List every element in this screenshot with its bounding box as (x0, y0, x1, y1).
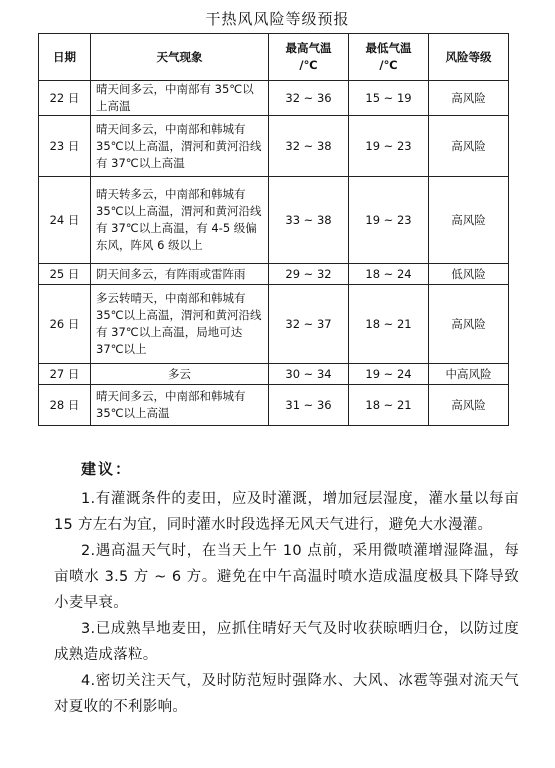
cell-risk: 高风险 (429, 116, 509, 177)
cell-max-temp: 33 ~ 38 (269, 177, 349, 264)
advice-section (54, 456, 519, 720)
advice-item: 3.已成熟旱地麦田，应抓住晴好天气及时收获晾晒归仓，以防过度成熟造成落粒。 (54, 621, 519, 663)
cell-risk: 高风险 (429, 81, 509, 116)
cell-date: 27 日 (39, 364, 91, 385)
cell-weather: 晴天间多云，中南部有 35℃以上高温 (91, 81, 269, 116)
table-row (39, 264, 509, 285)
risk-forecast-table (38, 33, 509, 426)
table-header-row (39, 34, 509, 81)
table-row (39, 177, 509, 264)
advice-item: 4.密切关注天气，及时防范短时强降水、大风、冰雹等强对流天气对夏收的不利影响。 (54, 673, 519, 715)
header-min-temp: 最低气温 /℃ (349, 34, 429, 81)
table-row (39, 116, 509, 177)
cell-weather: 晴天间多云，中南部和韩城有35℃以上高温 (91, 385, 269, 426)
header-risk: 风险等级 (429, 34, 509, 81)
document-title: 干热风风险等级预报 (205, 10, 350, 28)
cell-date: 22 日 (39, 81, 91, 116)
cell-max-temp: 32 ~ 37 (269, 285, 349, 364)
cell-min-temp: 18 ~ 21 (349, 285, 429, 364)
table-row (39, 285, 509, 364)
cell-risk: 中高风险 (429, 364, 509, 385)
header-date: 日期 (39, 34, 91, 81)
cell-max-temp: 30 ~ 34 (269, 364, 349, 385)
cell-risk: 高风险 (429, 385, 509, 426)
cell-weather: 多云转晴天，中南部和韩城有35℃以上高温，渭河和黄河沿线有 37℃以上高温，局地可达37℃以上 (91, 285, 269, 364)
cell-date: 23 日 (39, 116, 91, 177)
advice-item: 1.有灌溉条件的麦田，应及时灌溉，增加冠层湿度，灌水量以每亩 15 方左右为宜，同时灌水时段选择无风天气进行，避免大水漫灌。 (54, 491, 519, 533)
cell-min-temp: 19 ~ 23 (349, 116, 429, 177)
table-row (39, 364, 509, 385)
header-max-temp: 最高气温 /℃ (269, 34, 349, 81)
cell-risk: 高风险 (429, 285, 509, 364)
cell-min-temp: 19 ~ 23 (349, 177, 429, 264)
cell-date: 26 日 (39, 285, 91, 364)
cell-min-temp: 19 ~ 24 (349, 364, 429, 385)
table-row (39, 81, 509, 116)
cell-date: 24 日 (39, 177, 91, 264)
cell-max-temp: 31 ~ 36 (269, 385, 349, 426)
cell-risk: 低风险 (429, 264, 509, 285)
cell-weather: 阴天间多云，有阵雨或雷阵雨 (91, 264, 269, 285)
cell-max-temp: 29 ~ 32 (269, 264, 349, 285)
cell-max-temp: 32 ~ 38 (269, 116, 349, 177)
cell-min-temp: 18 ~ 21 (349, 385, 429, 426)
cell-date: 28 日 (39, 385, 91, 426)
cell-risk: 高风险 (429, 177, 509, 264)
advice-item: 2.遇高温天气时，在当天上午 10 点前，采用微喷灌增湿降温，每亩喷水 3.5 方 ~ 6 方。避免在中午高温时喷水造成温度极具下降导致小麦早衰。 (54, 543, 519, 611)
cell-min-temp: 15 ~ 19 (349, 81, 429, 116)
cell-min-temp: 18 ~ 24 (349, 264, 429, 285)
table-row (39, 385, 509, 426)
cell-max-temp: 32 ~ 36 (269, 81, 349, 116)
header-weather: 天气现象 (91, 34, 269, 81)
cell-weather: 晴天转多云，中南部和韩城有35℃以上高温，渭河和黄河沿线有 37℃以上高温，有 4-5 级偏东风，阵风 6 级以上 (91, 177, 269, 264)
cell-weather: 晴天间多云，中南部和韩城有35℃以上高温，渭河和黄河沿线有 37℃以上高温 (91, 116, 269, 177)
cell-date: 25 日 (39, 264, 91, 285)
advice-heading: 建议： (81, 460, 133, 478)
cell-weather: 多云 (91, 364, 269, 385)
